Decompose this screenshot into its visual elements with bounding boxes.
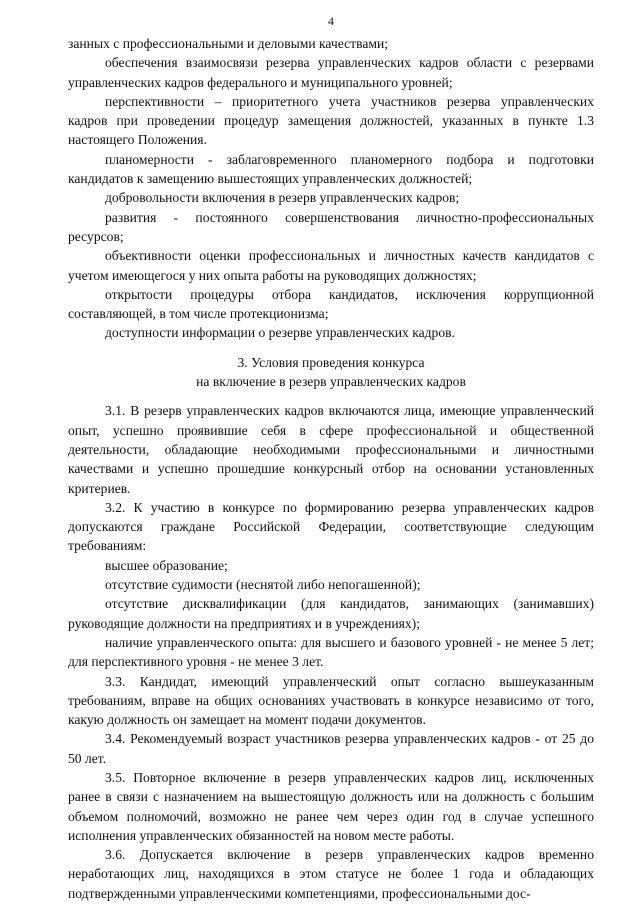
paragraph-continuation: занных с профессиональными и деловыми качествами;: [68, 36, 389, 51]
paragraph-3-1: 3.1. В резерв управленческих кадров включаются лица, имеющие управленческий опыт, успешно проявившие себя в сфере профессиональной и общественной деятельности, обладающие необходимыми профессиональными и личностными качествами и успешно прошедшие конкурсный отбор на основании установленных критериев.: [68, 403, 594, 496]
paragraph-3-2: 3.2. К участию в конкурсе по формированию резерва управленческих кадров допускаются граждане Российской Федерации, соответствующие следующим требованиям:: [68, 499, 594, 554]
requirement-education: высшее образование;: [105, 557, 228, 573]
document-page: [68, 14, 594, 903]
paragraph-principle-planning: планомерности - заблаговременного планомерного подбора и подготовки кандидатов к замещению вышестоящих управленческих должностей;: [68, 151, 594, 187]
section-heading-line-2: на включение в резерв управленческих кадров: [196, 374, 466, 390]
paragraph-principle-voluntariness: добровольности включения в резерв управленческих кадров;: [105, 190, 460, 206]
paragraph-principle-prospects: перспективности – приоритетного учета участников резерва управленческих кадров при проведении процедур замещения должностей, указанных в пункте 1.3 настоящего Положения.: [68, 93, 594, 148]
requirement-no-disqualification: отсутствие дисквалификации (для кандидатов, занимающих (занимавших) руководящие должности на предприятиях и в учреждениях);: [68, 596, 594, 631]
requirement-no-criminal-record: отсутствие судимости (неснятой либо непогашенной);: [105, 577, 421, 593]
paragraph-principle-accessibility: доступности информации о резерве управленческих кадров.: [105, 325, 455, 341]
paragraph-principle-interconnection: обеспечения взаимосвязи резерва управленческих кадров области с резервами управленческих кадров федерального и муниципального уровней;: [68, 55, 594, 90]
paragraph-3-3: 3.3. Кандидат, имеющий управленческий опыт согласно вышеуказанным требованиям, вправе на общих основаниях участвовать в конкурсе независимо от того, какую должность он замещает на момент подачи документов.: [68, 673, 594, 728]
requirement-management-experience: наличие управленческого опыта: для высшего и базового уровней - не менее 5 лет; для перспективного уровня - не менее 3 лет.: [68, 634, 594, 670]
paragraph-3-4: 3.4. Рекомендуемый возраст участников резерва управленческих кадров - от 25 до 50 лет.: [68, 731, 594, 766]
section-heading: [68, 353, 594, 392]
paragraph-principle-openness: открытости процедуры отбора кандидатов, исключения коррупционной составляющей, в том числе протекционизма;: [68, 286, 594, 322]
paragraph-3-5: 3.5. Повторное включение в резерв управленческих кадров лиц, исключенных ранее в связи с назначением на вышестоящую должность или на должность с большим объемом полномочий, возможно не ранее чем через один год в случае успешного исполнения управленческих обязанностей на новом месте работы.: [68, 769, 594, 843]
paragraph-principle-objectivity: объективности оценки профессиональных и личностных качеств кандидатов с учетом имеющегося у них опыта работы на руководящих должностях;: [68, 248, 594, 283]
section-heading-line-1: 3. Условия проведения конкурса: [237, 354, 425, 370]
page-number: 4: [328, 14, 334, 28]
paragraph-3-6: 3.6. Допускается включение в резерв управленческих кадров временно неработающих лиц, находящихся в этом статусе не более 1 года и обладающих подтвержденными управленческими компетенциями, профессиональными дос-: [68, 847, 594, 901]
paragraph-principle-development: развития - постоянного совершенствования личностно-профессиональных ресурсов;: [68, 209, 594, 244]
